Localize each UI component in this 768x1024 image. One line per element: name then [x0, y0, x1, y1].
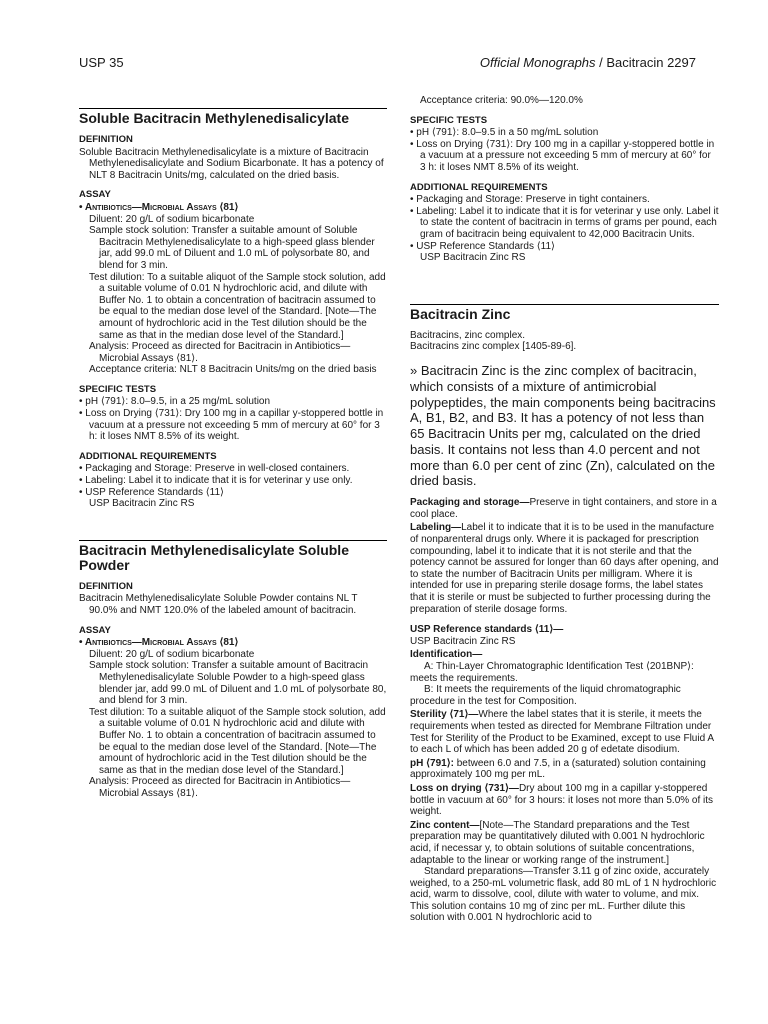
labeling-item: • Labeling: Label it to indicate that it is for veterinar y use only. Label it to state the content of bacitracin in terms of grams per pound, each gram of bacitracin being equivalent to 42,000 Bacitracin Units.: [410, 205, 719, 240]
packaging-paragraph: Packaging and storage—Preserve in tight containers, and store in a cool place.: [410, 497, 717, 520]
running-header-page: / Bacitracin 2297: [595, 55, 696, 70]
zinc-content-paragraph: Zinc content—[Note—The Standard preparations and the Test preparation may be quantitatively diluted with 0.001 N hydrochloric acid, if necessar y, to obtain solutions of suitable concentrations, adaptable to the linear or working range of the instrument.]: [410, 819, 705, 866]
sample-stock-text: Sample stock solution: Transfer a suitable amount of Soluble Bacitracin Methylenedisalicylate to a high-speed glass blender jar, add 99.0 mL of Diluent and 1.0 mL of polysorbate 80, and blend for 3 min.: [89, 225, 375, 271]
section-head: ASSAY: [79, 189, 111, 201]
ph-paragraph: pH ⟨791⟩: between 6.0 and 7.5, in a (saturated) solution containing approximately 100 mg per mL.: [410, 757, 706, 781]
section-head: DEFINITION: [79, 134, 133, 145]
synonym-line: Bacitracins, zinc complex.: [410, 329, 526, 341]
ph-item: • pH ⟨791⟩: 8.0–9.5, in a 25 mg/mL solution: [79, 396, 271, 408]
labeling-paragraph: Labeling—Label it to indicate that it is to be used in the manufacture of nonparenteral drugs only. Where it is packaged for prescription compounding, label it to indicate that it is not sterile and that the potency cannot be assured for longer than 60 days after opening, and to state the number of Bacitracin Units per milligram. Where it is intended for use in preparing sterile dosage forms, the label states that it is sterile or must be subjected to further processing during the preparation of sterile dosage forms.: [410, 522, 719, 615]
section-head: ADDITIONAL REQUIREMENTS: [79, 450, 217, 462]
identification-a: A: Thin-Layer Chromatographic Identification Test ⟨201BNP⟩: meets the requirements.: [410, 661, 694, 684]
assay-item: • Antibiotics—Microbial Assays ⟨81⟩: [79, 201, 239, 213]
running-header-left: USP 35: [79, 55, 124, 70]
section-head: SPECIFIC TESTS: [410, 114, 488, 126]
identification-head: Identification—: [410, 649, 483, 661]
standard-preparations-paragraph: Standard preparations—Transfer 3.11 g of zinc oxide, accurately weighed, to a 250-mL volumetric flask, add 80 mL of 1 N hydrochloric acid, warm to dissolve, cool, dilute with water to volume, and mix. This solution contains 10 mg of zinc per mL. Further dilute this solution with 0.001 N hydrochloric acid to: [410, 866, 717, 924]
acceptance-text: Acceptance criteria: NLT 8 Bacitracin Units/mg on the dried basis: [89, 364, 377, 376]
sample-stock-text: Sample stock solution: Transfer a suitable amount of Bacitracin Methylenedisalicylate Soluble Powder to a high-speed glass blender jar, add 99.0 mL of Diluent and 1.0 mL of polysorbate 80, and blend for 3 min.: [89, 660, 387, 707]
assay-item: • Antibiotics—Microbial Assays ⟨81⟩: [79, 637, 239, 649]
ph-item: • pH ⟨791⟩: 8.0–9.5 in a 50 mg/mL solution: [410, 127, 599, 139]
reference-standard-name: USP Bacitracin Zinc RS: [420, 252, 526, 264]
analysis-text: Analysis: Proceed as directed for Bacitracin in Antibiotics—Microbial Assays ⟨81⟩.: [89, 341, 351, 364]
reference-standards-item: • USP Reference Standards ⟨11⟩: [79, 486, 224, 498]
packaging-item: • Packaging and Storage: Preserve in tight containers.: [410, 194, 650, 206]
diluent-text: Diluent: 20 g/L of sodium bicarbonate: [89, 648, 255, 660]
reference-standard-name: USP Bacitracin Zinc RS: [410, 635, 516, 647]
monograph-title: Bacitracin Methylenedisalicylate Soluble Powder: [79, 540, 387, 573]
loss-on-drying-item: • Loss on Drying ⟨731⟩: Dry 100 mg in a capillar y-stoppered bottle in a vacuum at a pressure not exceeding 5 mm of mercury at 60° for 3 h: it loses NMT 8.5% of its weight.: [410, 138, 715, 173]
labeling-item: • Labeling: Label it to indicate that it is for veterinar y use only.: [79, 475, 353, 487]
running-header-journal: Official Monographs: [479, 55, 596, 70]
sterility-paragraph: Sterility ⟨71⟩—Where the label states that it is sterile, it meets the requirements when tested as directed for Membrane Filtration under Test for Sterility of the Product to be Examined, except to use Fluid A to each L of which has been added 20 g of edetate disodium.: [410, 709, 714, 756]
right-column: [410, 95, 719, 924]
analysis-text: Analysis: Proceed as directed for Bacitracin in Antibiotics—Microbial Assays ⟨81⟩.: [89, 776, 351, 799]
diluent-text: Diluent: 20 g/L of sodium bicarbonate: [89, 213, 255, 225]
definition-text: Soluble Bacitracin Methylenedisalicylate is a mixture of Bacitracin Methylenedisalicylate and Sodium Bicarbonate. It has a potency of NLT 8 Bacitracin Units/mg, calculated on the dried basis.: [79, 146, 384, 181]
synonym-line: Bacitracins zinc complex [1405-89-6].: [410, 341, 577, 353]
acceptance-text: Acceptance criteria: 90.0%—120.0%: [420, 95, 583, 106]
loss-on-drying-paragraph: Loss on drying ⟨731⟩—Dry about 100 mg in a capillar y-stoppered bottle in vacuum at 60° for 3 hours: it loses not more than 5.0% of its weight.: [410, 782, 714, 818]
monograph-title: Soluble Bacitracin Methylenedisalicylate: [79, 108, 387, 126]
monograph-lead: » Bacitracin Zinc is the zinc complex of bacitracin, which consists of a mixture of antimicrobial polypeptides, the main components being bacitracins A, B1, B2, and B3. It has a potency of not less than 65 Bacitracin Units per mg, calculated on the dried basis. It contains not less than 4.0 percent and not more than 6.0 per cent of zinc (Zn), calculated on the dried basis.: [410, 362, 716, 489]
loss-on-drying-item: • Loss on Drying ⟨731⟩: Dry 100 mg in a capillar y-stoppered bottle in vacuum at a pressure not exceeding 5 mm of mercury at 60° for 3 h: it loses NMT 8.5% of its weight.: [79, 408, 384, 443]
section-head: DEFINITION: [79, 580, 133, 592]
identification-b: B: It meets the requirements of the liquid chromatographic procedure in the test for Composition.: [410, 684, 681, 707]
section-head: SPECIFIC TESTS: [79, 383, 157, 395]
section-head: ASSAY: [79, 624, 111, 636]
monograph-title: Bacitracin Zinc: [410, 304, 719, 322]
packaging-item: • Packaging and Storage: Preserve in well-closed containers.: [79, 463, 350, 475]
reference-paragraph: USP Reference standards ⟨11⟩—: [410, 624, 564, 636]
left-column: [79, 95, 387, 800]
test-dilution-text: Test dilution: To a suitable aliquot of the Sample stock solution, add a suitable volume of 0.01 N hydrochloric acid and dilute with Buffer No. 1 to obtain a concentration of bacitracin assumed to be equal to the median dose level of the Standard. [Note—The amount of hydrochloric acid in the Test dilution should be the same as that in the median dose level of the Standard.]: [89, 706, 386, 776]
running-header-right: [480, 55, 696, 70]
section-head: ADDITIONAL REQUIREMENTS: [410, 181, 548, 193]
definition-text: Bacitracin Methylenedisalicylate Soluble Powder contains NL T 90.0% and NMT 120.0% of the labeled amount of bacitracin.: [79, 593, 358, 616]
reference-standards-item: • USP Reference Standards ⟨11⟩: [410, 240, 555, 252]
test-dilution-text: Test dilution: To a suitable aliquot of the Sample stock solution, add a suitable volume of 0.01 N hydrochloric acid, and dilute with Buffer No. 1 to obtain a concentration of bacitracin assumed to be equal to the median dose level of the Standard. [Note—The amount of hydrochloric acid in the Test dilution should be the same as that in the median dose level of the Standard.]: [89, 271, 386, 341]
reference-standard-name: USP Bacitracin Zinc RS: [89, 498, 195, 510]
